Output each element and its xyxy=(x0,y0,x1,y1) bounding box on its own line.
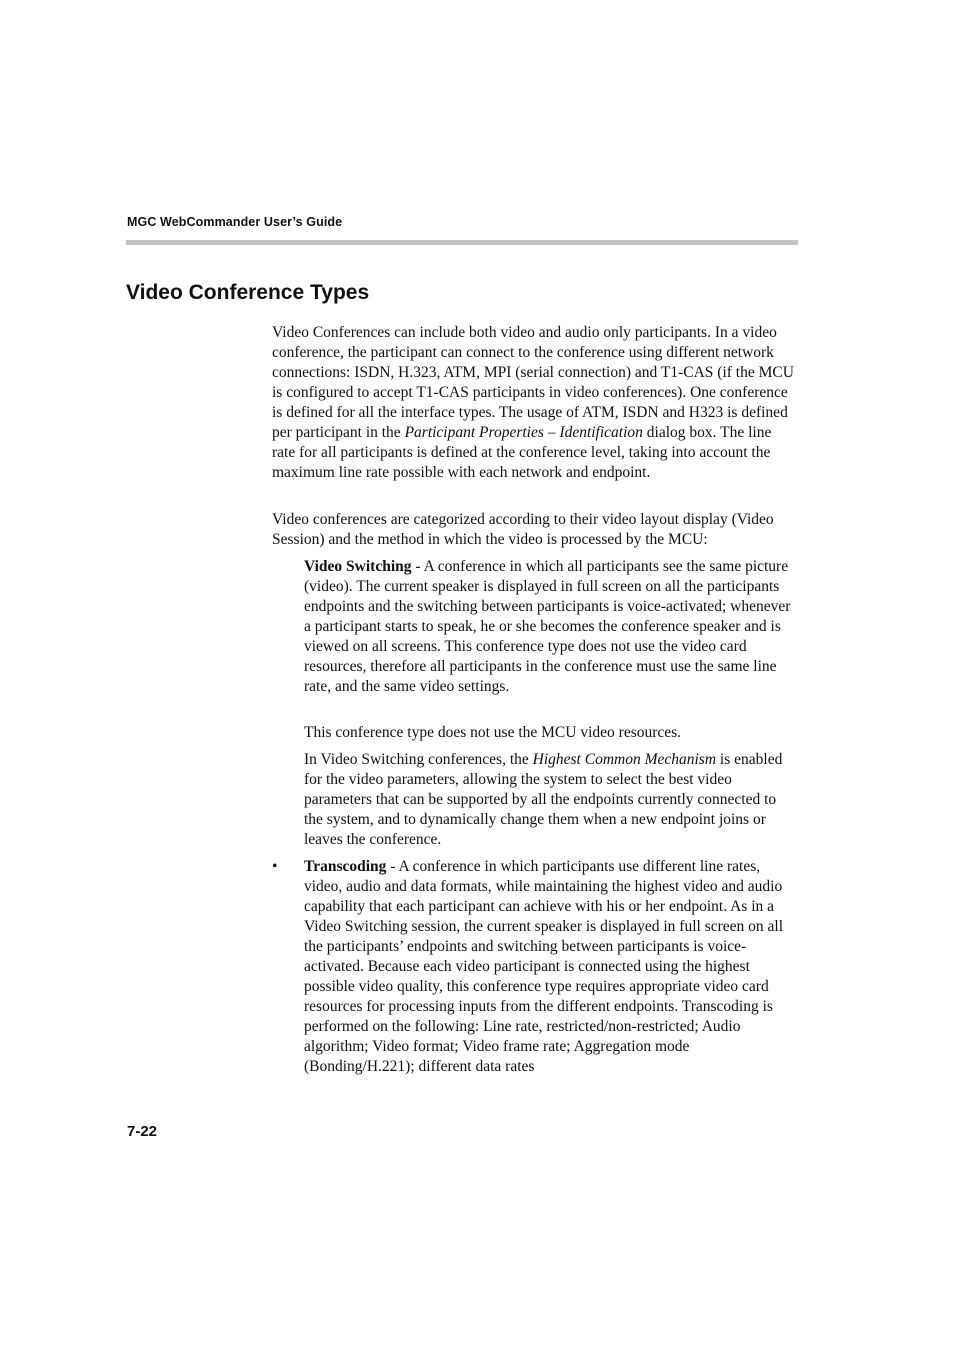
intro-text-b: dialog box. The line rate for all participants is defined at the conference level, taking into account the maximum line rate possible with each network and endpoint. xyxy=(272,424,772,482)
transcoding-paragraph xyxy=(304,857,798,1078)
intro-dialog-name: Participant Properties – Identification xyxy=(404,424,643,442)
video-switching-desc: - A conference in which all participants see the same picture (video). The current speaker is displayed in full screen on all the participants endpoints and the switching between participants is voice-activated; whenever a participant starts to speak, he or she becomes the conference speaker and is viewed on all screens. This conference type does not use the video card resources, therefore all participants in the conference must use the same line rate, and the same video settings. xyxy=(304,558,791,696)
running-header: MGC WebCommander User’s Guide xyxy=(127,215,343,229)
page-number: 7-22 xyxy=(127,1123,158,1140)
hcm-term: Highest Common Mechanism xyxy=(532,751,717,768)
hcm-paragraph xyxy=(304,750,798,850)
header-rule xyxy=(126,240,798,245)
video-switching-note: This conference type does not use the MCU video resources. xyxy=(304,724,682,741)
transcoding-desc: - A conference in which participants use different line rates, video, audio and data formats, while maintaining the highest video and audio capability that each participant can achieve with his or her endpoint. As in a Video Switching session, the current speaker is displayed in full screen on all the participants’ endpoints and switching between participants is voice-activated. Because each video participant is connected using the highest possible video quality, this conference type requires appropriate video card resources for processing inputs from the different endpoints. Transcoding is performed on the following: Line rate, restricted/non-restricted; Audio algorithm; Video format; Video frame rate; Aggregation mode (Bonding/H.221); different data rates xyxy=(304,858,784,1076)
hcm-text-a: In Video Switching conferences, the xyxy=(304,751,533,768)
section-title: Video Conference Types xyxy=(126,281,370,304)
transcoding-term: Transcoding xyxy=(304,858,387,875)
hcm-text-b: is enabled for the video parameters, allowing the system to select the best video parameters that can be supported by all the endpoints currently connected to the system, and to dynamically change them when a new endpoint joins or leaves the conference. xyxy=(304,751,783,849)
video-switching-paragraph xyxy=(304,557,798,697)
intro-text-a: Video Conferences can include both video and audio only participants. In a video conference, the participant can connect to the conference using different network connections: ISDN, H.323, ATM, MPI (serial connection) and T1-CAS (if the MCU is configured to accept T1-CAS participants in video conferences). One conference is defined for all the interface types. The usage of ATM, ISDN and H323 is defined per participant in the xyxy=(272,324,794,442)
categories-paragraph: Video conferences are categorized according to their video layout display (Video Session) and the method in which the video is processed by the MCU: xyxy=(272,511,774,549)
video-switching-term: Video Switching xyxy=(304,558,412,575)
intro-paragraph xyxy=(272,323,798,483)
bullet-marker: • xyxy=(272,858,278,875)
